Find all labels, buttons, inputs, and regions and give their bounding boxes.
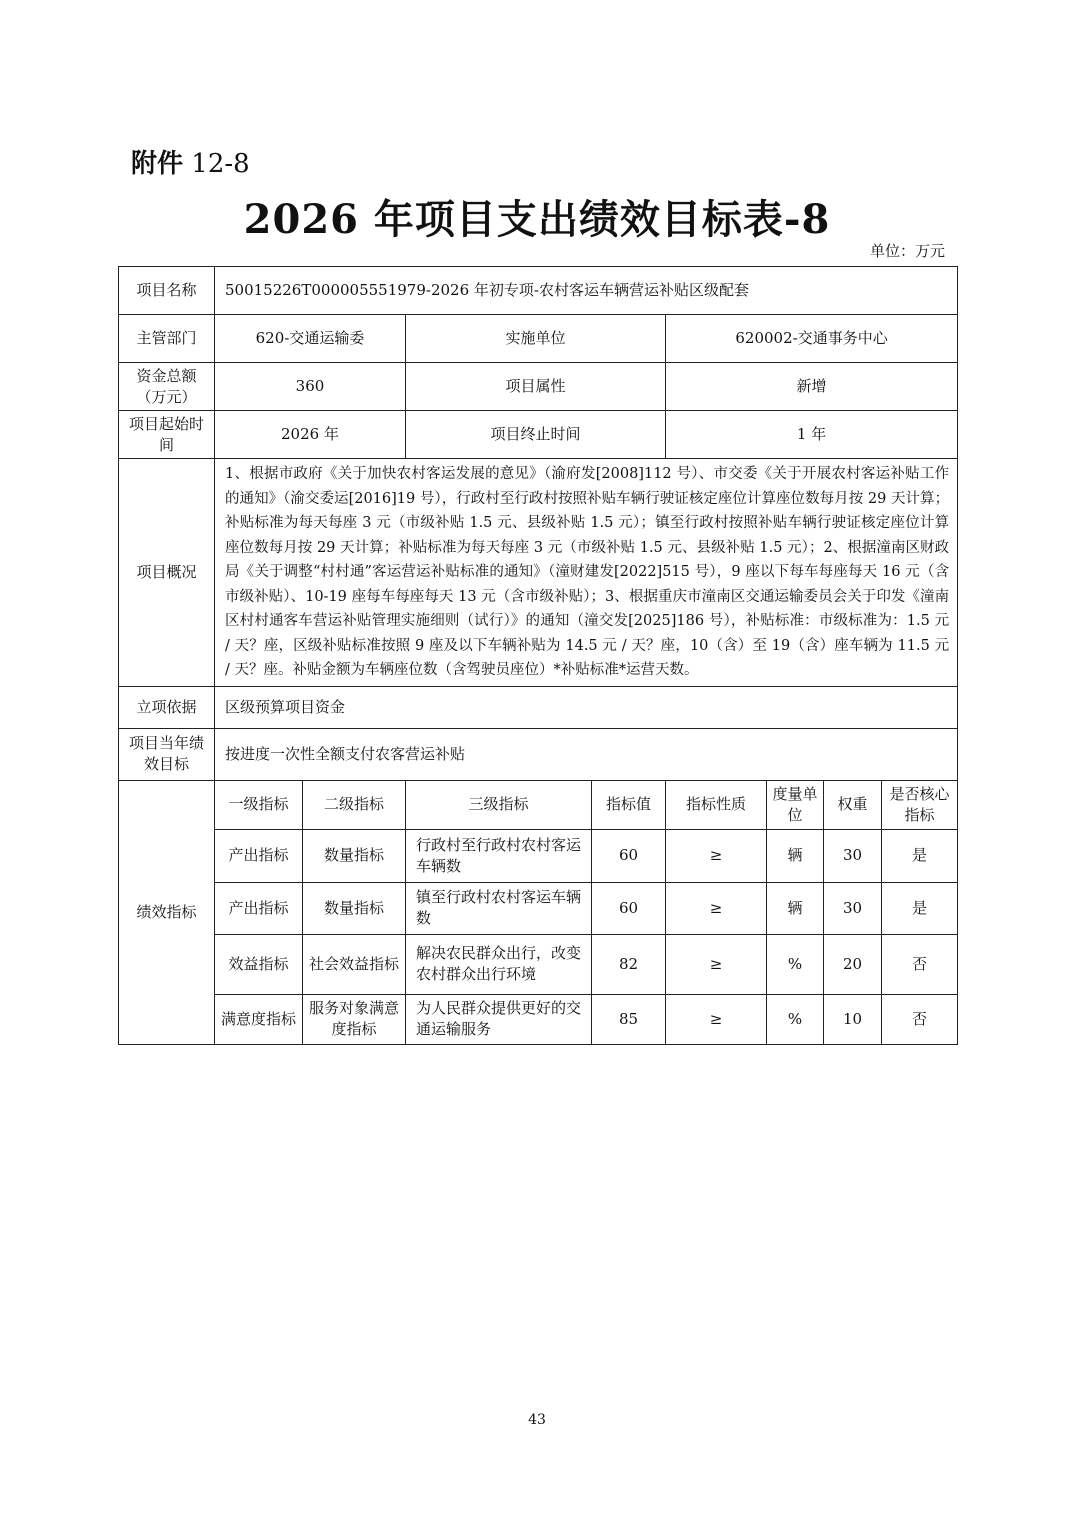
attachment-word: 附件 — [131, 149, 184, 179]
header-unit: 度量单位 — [767, 780, 824, 829]
header-level2: 二级指标 — [303, 780, 406, 829]
header-nature: 指标性质 — [666, 780, 767, 829]
goal-label: 项目当年绩效目标 — [119, 728, 215, 780]
row2-nature: ≥ — [666, 882, 767, 934]
attr-label: 项目属性 — [406, 363, 666, 411]
attachment-number: 12-8 — [191, 149, 250, 179]
row3-unit: % — [767, 934, 824, 994]
row1-nature: ≥ — [666, 829, 767, 882]
row1-level1: 产出指标 — [215, 829, 303, 882]
row4-nature: ≥ — [666, 994, 767, 1044]
row2-value: 60 — [592, 882, 666, 934]
row4-core: 否 — [882, 994, 958, 1044]
row4-level2: 服务对象满意度指标 — [303, 994, 406, 1044]
header-weight: 权重 — [824, 780, 882, 829]
attachment-label — [131, 143, 250, 180]
table-row — [119, 882, 958, 934]
row1-core: 是 — [882, 829, 958, 882]
table-row — [119, 829, 958, 882]
row3-level2: 社会效益指标 — [303, 934, 406, 994]
row3-weight: 20 — [824, 934, 882, 994]
impl-label: 实施单位 — [406, 315, 666, 363]
row3-value: 82 — [592, 934, 666, 994]
end-value: 1 年 — [666, 411, 958, 459]
row4-value: 85 — [592, 994, 666, 1044]
row2-level1: 产出指标 — [215, 882, 303, 934]
row1-value: 60 — [592, 829, 666, 882]
page-number: 43 — [528, 1412, 546, 1428]
row4-weight: 10 — [824, 994, 882, 1044]
header-value: 指标值 — [592, 780, 666, 829]
table-row — [119, 934, 958, 994]
attr-value: 新增 — [666, 363, 958, 411]
row1-weight: 30 — [824, 829, 882, 882]
project-name-label: 项目名称 — [119, 267, 215, 315]
row4-unit: % — [767, 994, 824, 1044]
page-title: 2026 年项目支出绩效目标表-8 — [243, 196, 831, 243]
header-level3: 三级指标 — [406, 780, 592, 829]
row2-unit: 辆 — [767, 882, 824, 934]
row1-level3: 行政村至行政村农村客运车辆数 — [406, 829, 592, 882]
indicators-label: 绩效指标 — [119, 780, 215, 1044]
goal-value: 按进度一次性全额支付农客营运补贴 — [215, 728, 958, 780]
row3-level1: 效益指标 — [215, 934, 303, 994]
header-core: 是否核心指标 — [882, 780, 958, 829]
fund-value: 360 — [215, 363, 406, 411]
dept-value: 620-交通运输委 — [215, 315, 406, 363]
row1-level2: 数量指标 — [303, 829, 406, 882]
fund-label: 资金总额（万元） — [119, 363, 215, 411]
row1-unit: 辆 — [767, 829, 824, 882]
overview-value: 1、根据市政府《关于加快农村客运发展的意见》（渝府发[2008]112 号）、市交委《关于开展农村客运补贴工作的通知》（渝交委运[2016]19 号），行政村至行政村按照补贴车辆行驶证核定座位计算座位数每月按 29 天计算；补贴标准为每天每座 3 元（市级补贴 1.5 元、县级补贴 1.5 元）；镇至行政村按照补贴车辆行驶证核定座位计算座位数每月按 29 天计算；补贴标准为每天每座 3 元（市级补贴 1.5 元、县级补贴 1.5 元）；2、根据潼南区财政局《关于调整“村村通”客运营运补贴标准的通知》（潼财建发[2022]515 号），9 座以下每车每座每天 16 元（含市级补贴）、10-19 座每车每座每天 13 元（含市级补贴）；3、根据重庆市潼南区交通运输委员会关于印发《潼南区村村通客车营运补贴管理实施细则（试行）》的通知（潼交发[2025]186 号），补贴标准：市级标准为：1.5 元 / 天？座，区级补贴标准按照 9 座及以下车辆补贴为 14.5 元 / 天？座，10（含）至 19（含）座车辆为 11.5 元 / 天？座。补贴金额为车辆座位数（含驾驶员座位）*补贴标准*运营天数。 — [215, 459, 958, 687]
end-label: 项目终止时间 — [406, 411, 666, 459]
row3-core: 否 — [882, 934, 958, 994]
row2-core: 是 — [882, 882, 958, 934]
row3-level3: 解决农民群众出行，改变农村群众出行环境 — [406, 934, 592, 994]
start-value: 2026 年 — [215, 411, 406, 459]
row4-level1: 满意度指标 — [215, 994, 303, 1044]
performance-table — [118, 266, 958, 1045]
start-label: 项目起始时间 — [119, 411, 215, 459]
row4-level3: 为人民群众提供更好的交通运输服务 — [406, 994, 592, 1044]
row3-nature: ≥ — [666, 934, 767, 994]
impl-value: 620002-交通事务中心 — [666, 315, 958, 363]
row2-level3: 镇至行政村农村客运车辆数 — [406, 882, 592, 934]
table-row — [119, 994, 958, 1044]
dept-label: 主管部门 — [119, 315, 215, 363]
row2-level2: 数量指标 — [303, 882, 406, 934]
basis-value: 区级预算项目资金 — [215, 686, 958, 728]
project-name-value: 50015226T000005551979-2026 年初专项-农村客运车辆营运补贴区级配套 — [215, 267, 958, 315]
row2-weight: 30 — [824, 882, 882, 934]
unit-label: 单位：万元 — [869, 242, 945, 260]
basis-label: 立项依据 — [119, 686, 215, 728]
header-level1: 一级指标 — [215, 780, 303, 829]
overview-label: 项目概况 — [119, 459, 215, 687]
